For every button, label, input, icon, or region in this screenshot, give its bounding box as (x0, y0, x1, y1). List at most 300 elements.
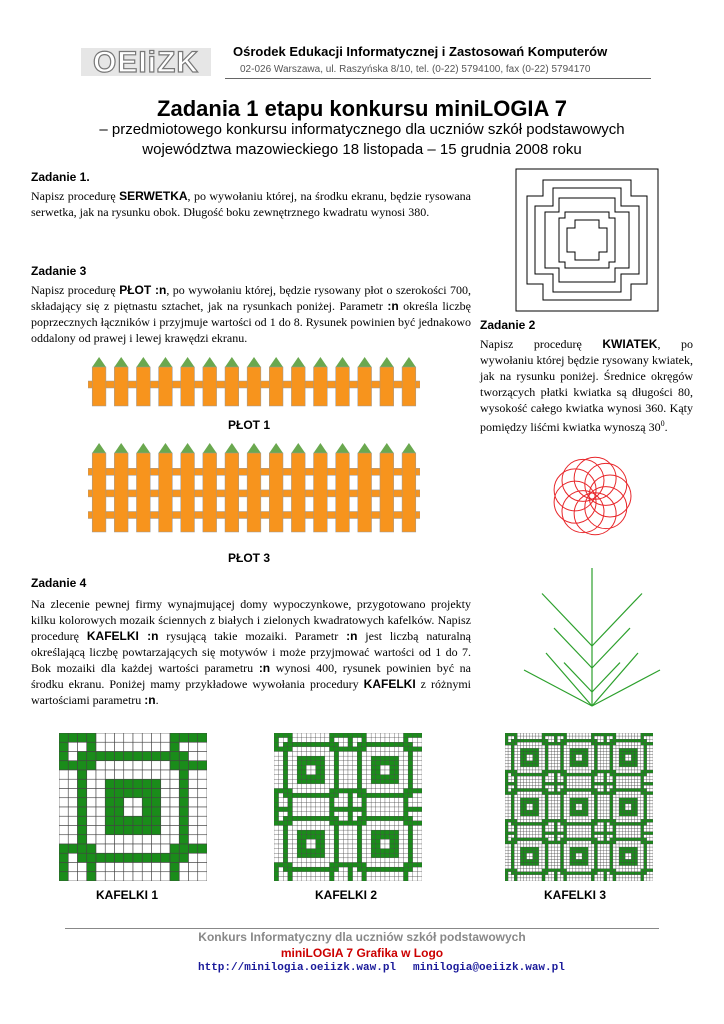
mosaic-tile (610, 804, 613, 807)
mosaic-tile (570, 822, 573, 825)
mosaic-tile (133, 807, 142, 816)
mosaic-tile (505, 779, 508, 782)
mosaic-tile (311, 835, 316, 840)
mosaic-tile (607, 850, 610, 853)
mosaic-tile (505, 755, 508, 758)
mosaic-tile (87, 863, 96, 872)
mosaic-tile (371, 738, 376, 743)
mosaic-tile (533, 841, 536, 844)
mosaic-tile (390, 867, 395, 872)
mosaic-tile (343, 812, 348, 817)
mosaic-tile (330, 789, 335, 794)
mosaic-tile (564, 819, 567, 822)
mosaic-tile (390, 733, 395, 738)
mosaic-tile (517, 816, 520, 819)
mosaic-tile (297, 765, 302, 770)
mosaic-tile (283, 802, 288, 807)
mosaic-tile (539, 850, 542, 853)
mosaic-tile (311, 853, 316, 858)
fence-picket (314, 367, 328, 406)
mosaic-tile (539, 792, 542, 795)
mosaic-tile (524, 782, 527, 785)
mosaic-tile (306, 747, 311, 752)
mosaic-tile (594, 773, 597, 776)
mosaic-tile (189, 826, 198, 835)
mosaic-tile (385, 779, 390, 784)
mosaic-tile (644, 810, 647, 813)
mosaic-tile (625, 822, 628, 825)
mosaic-tile (133, 733, 142, 742)
mosaic-tile (133, 844, 142, 853)
mosaic-tile (520, 866, 523, 869)
mosaic-tile (511, 819, 514, 822)
mosaic-tile (561, 819, 564, 822)
mosaic-tile (508, 847, 511, 850)
mosaic-tile (619, 761, 622, 764)
mosaic-tile (542, 795, 545, 798)
mosaic-tile (530, 739, 533, 742)
mosaic-tile (564, 847, 567, 850)
mosaic-tile (380, 835, 385, 840)
mosaic-tile (311, 789, 316, 794)
mosaic-tile (96, 835, 105, 844)
mosaic-tile (638, 875, 641, 878)
mosaic-tile (533, 782, 536, 785)
mosaic-tile (508, 761, 511, 764)
mosaic-tile (641, 822, 644, 825)
mosaic-tile (514, 742, 517, 745)
mosaic-tile (520, 844, 523, 847)
mosaic-tile (505, 742, 508, 745)
mosaic-tile (576, 733, 579, 736)
mosaic-tile (142, 826, 151, 835)
mosaic-tile (533, 878, 536, 881)
mosaic-tile (594, 789, 597, 792)
mosaic-tile (567, 838, 570, 841)
mosaic-tile (302, 858, 307, 863)
mosaic-tile (404, 839, 409, 844)
mosaic-tile (514, 736, 517, 739)
mosaic-tile (385, 765, 390, 770)
mosaic-tile (353, 742, 358, 747)
mosaic-tile (601, 863, 604, 866)
mosaic-tile (413, 812, 418, 817)
mosaic-tile (598, 844, 601, 847)
mosaic-tile (554, 742, 557, 745)
mosaic-tile (524, 748, 527, 751)
mosaic-tile (628, 733, 631, 736)
mosaic-tile (353, 849, 358, 854)
mosaic-tile (274, 775, 279, 780)
mosaic-tile (601, 810, 604, 813)
mosaic-tile (570, 872, 573, 875)
mosaic-tile (647, 856, 650, 859)
mosaic-tile (635, 758, 638, 761)
mosaic-tile (371, 807, 376, 812)
mosaic-tile (283, 733, 288, 738)
mosaic-tile (579, 782, 582, 785)
mosaic-tile (579, 748, 582, 751)
mosaic-tile (508, 826, 511, 829)
mosaic-tile (325, 853, 330, 858)
mosaic-tile (622, 859, 625, 862)
mosaic-tile (625, 856, 628, 859)
mosaic-tile (635, 764, 638, 767)
mosaic-tile (404, 775, 409, 780)
mosaic-tile (551, 875, 554, 878)
mosaic-tile (404, 872, 409, 877)
mosaic-tile (517, 878, 520, 881)
mosaic-tile (508, 758, 511, 761)
mosaic-tile (311, 816, 316, 821)
mosaic-tile (520, 795, 523, 798)
mosaic-tile (530, 819, 533, 822)
mosaic-tile (517, 776, 520, 779)
mosaic-tile (641, 835, 644, 838)
mosaic-tile (362, 784, 367, 789)
mosaic-tile (527, 752, 530, 755)
mosaic-tile (115, 844, 124, 853)
mosaic-tile (325, 839, 330, 844)
mosaic-tile (357, 784, 362, 789)
mosaic-tile (635, 785, 638, 788)
mosaic-tile (631, 844, 634, 847)
mosaic-tile (68, 844, 77, 853)
mosaic-tile (311, 742, 316, 747)
mosaic-tile (625, 810, 628, 813)
mosaic-tile (616, 878, 619, 881)
mosaic-tile (561, 792, 564, 795)
mosaic-tile (613, 776, 616, 779)
mosaic-tile (511, 764, 514, 767)
mosaic-tile (635, 878, 638, 881)
mosaic-tile (557, 736, 560, 739)
mosaic-tile (311, 830, 316, 835)
mosaic-tile (564, 758, 567, 761)
mosaic-tile (650, 745, 653, 748)
mosaic-tile (598, 853, 601, 856)
mosaic-tile (607, 816, 610, 819)
mosaic-tile (591, 773, 594, 776)
mosaic-tile (330, 830, 335, 835)
mosaic-tile (330, 876, 335, 881)
fence-picket-tip (291, 443, 305, 453)
mosaic-tile (376, 835, 381, 840)
mosaic-tile (357, 802, 362, 807)
mosaic-tile (514, 819, 517, 822)
mosaic-tile (570, 866, 573, 869)
mosaic-tile (641, 764, 644, 767)
mosaic-tile (152, 770, 161, 779)
mosaic-tile (561, 826, 564, 829)
mosaic-tile (283, 858, 288, 863)
mosaic-tile (320, 812, 325, 817)
mosaic-tile (579, 789, 582, 792)
mosaic-tile (371, 752, 376, 757)
mosaic-tile (348, 752, 353, 757)
mosaic-tile (380, 853, 385, 858)
fence-picket (159, 367, 173, 406)
mosaic-tile (579, 847, 582, 850)
mosaic-tile (283, 775, 288, 780)
mosaic-tile (585, 752, 588, 755)
mosaic-tile (561, 773, 564, 776)
mosaic-tile (524, 755, 527, 758)
mosaic-tile (394, 876, 399, 881)
mosaic-tile (78, 779, 87, 788)
mosaic-tile (517, 792, 520, 795)
mosaic-tile (647, 767, 650, 770)
mosaic-tile (635, 767, 638, 770)
mosaic-tile (635, 863, 638, 866)
mosaic-tile (530, 792, 533, 795)
mosaic-tile (594, 782, 597, 785)
footer-url-link[interactable]: http://minilogia.oeiizk.waw.pl (198, 962, 397, 974)
fence-picket (402, 367, 416, 406)
mosaic-tile (542, 859, 545, 862)
mosaic-tile (505, 792, 508, 795)
mosaic-tile (628, 872, 631, 875)
mosaic-tile (343, 765, 348, 770)
mosaic-tile (306, 807, 311, 812)
mosaic-tile (622, 798, 625, 801)
footer-email-link[interactable]: minilogia@oeiizk.waw.pl (413, 962, 565, 974)
mosaic-tile (161, 872, 170, 881)
mosaic-tile (628, 853, 631, 856)
mosaic-tile (638, 764, 641, 767)
mosaic-tile (413, 784, 418, 789)
mosaic-tile (390, 830, 395, 835)
mosaic-tile (536, 832, 539, 835)
mosaic-tile (604, 736, 607, 739)
mosaic-tile (561, 853, 564, 856)
mosaic-tile (527, 804, 530, 807)
mosaic-tile (413, 816, 418, 821)
mosaic-tile (320, 876, 325, 881)
mosaic-tile (616, 810, 619, 813)
mosaic-tile (376, 839, 381, 844)
mosaic-tile (533, 767, 536, 770)
mosaic-tile (320, 835, 325, 840)
mosaic-tile (567, 829, 570, 832)
mosaic-tile (536, 782, 539, 785)
mosaic-tile (594, 745, 597, 748)
mosaic-tile (524, 745, 527, 748)
mosaic-tile (551, 779, 554, 782)
mosaic-tile (610, 847, 613, 850)
mosaic-tile (619, 816, 622, 819)
mosaic-tile (353, 802, 358, 807)
mosaic-tile (274, 742, 279, 747)
mosaic-tile (376, 867, 381, 872)
mosaic-tile (283, 779, 288, 784)
mosaic-tile (371, 802, 376, 807)
mosaic-tile (635, 745, 638, 748)
mosaic-tile (570, 878, 573, 881)
mosaic-tile (297, 738, 302, 743)
mosaic-tile (520, 798, 523, 801)
mosaic-tile (161, 789, 170, 798)
mosaic-tile (530, 773, 533, 776)
mosaic-tile (517, 859, 520, 862)
mosaic-tile (527, 807, 530, 810)
fence-picket (336, 453, 350, 532)
mosaic-tile (610, 798, 613, 801)
mosaic-tile (371, 812, 376, 817)
mosaic-tile (505, 850, 508, 853)
mosaic-tile (579, 838, 582, 841)
mosaic-tile (408, 863, 413, 868)
mosaic-tile (585, 742, 588, 745)
mosaic-tile (545, 798, 548, 801)
mosaic-tile (573, 764, 576, 767)
mosaic-tile (591, 853, 594, 856)
mosaic-tile (179, 789, 188, 798)
mosaic-tile (551, 838, 554, 841)
mosaic-tile (417, 779, 422, 784)
mosaic-tile (585, 863, 588, 866)
mosaic-tile (591, 761, 594, 764)
mosaic-tile (96, 779, 105, 788)
mosaic-tile (520, 779, 523, 782)
mosaic-tile (551, 863, 554, 866)
mosaic-tile (576, 767, 579, 770)
mosaic-tile (647, 733, 650, 736)
mosaic-tile (631, 838, 634, 841)
mosaic-tile (616, 748, 619, 751)
mosaic-tile (625, 779, 628, 782)
mosaic-tile (505, 776, 508, 779)
mosaic-tile (339, 770, 344, 775)
mosaic-tile (588, 844, 591, 847)
mosaic-tile (610, 829, 613, 832)
mosaic-tile (564, 838, 567, 841)
mosaic-tile (505, 758, 508, 761)
mosaic-tile (283, 793, 288, 798)
mosaic-tile (604, 850, 607, 853)
mosaic-tile (545, 767, 548, 770)
mosaic-tile (274, 761, 279, 766)
mosaic-tile (316, 756, 321, 761)
mosaic-tile (390, 821, 395, 826)
mosaic-tile (399, 747, 404, 752)
mosaic-tile (561, 822, 564, 825)
mosaic-tile (628, 798, 631, 801)
mosaic-tile (68, 779, 77, 788)
mosaic-tile (631, 832, 634, 835)
mosaic-tile (650, 792, 653, 795)
mosaic-tile (517, 866, 520, 869)
mosaic-tile (133, 770, 142, 779)
mosaic-tile (613, 782, 616, 785)
mosaic-tile (542, 733, 545, 736)
mosaic-tile (517, 819, 520, 822)
mosaic-tile (539, 785, 542, 788)
mosaic-tile (585, 764, 588, 767)
mosaic-tile (604, 758, 607, 761)
mosaic-tile (311, 802, 316, 807)
mosaic-tile (334, 793, 339, 798)
mosaic-tile (524, 758, 527, 761)
mosaic-tile (650, 776, 653, 779)
mosaic-tile (582, 742, 585, 745)
mosaic-tile (594, 813, 597, 816)
mosaic-tile (288, 812, 293, 817)
mosaic-tile (588, 822, 591, 825)
mosaic-tile (417, 775, 422, 780)
mosaic-tile (598, 872, 601, 875)
mosaic-tile (619, 829, 622, 832)
mosaic-tile (622, 801, 625, 804)
mosaic-tile (524, 739, 527, 742)
mosaic-tile (545, 813, 548, 816)
header-divider (225, 78, 651, 79)
mosaic-tile (622, 872, 625, 875)
mosaic-tile (601, 878, 604, 881)
mosaic-tile (616, 835, 619, 838)
mosaic-tile (376, 876, 381, 881)
mosaic-tile (404, 807, 409, 812)
mosaic-tile (631, 742, 634, 745)
mosaic-tile (279, 812, 284, 817)
mosaic-tile (625, 853, 628, 856)
mosaic-tile (585, 844, 588, 847)
mosaic-tile (189, 779, 198, 788)
mosaic-tile (628, 807, 631, 810)
mosaic-tile (610, 758, 613, 761)
mosaic-tile (613, 798, 616, 801)
mosaic-tile (604, 866, 607, 869)
mosaic-tile (274, 853, 279, 858)
mosaic-tile (536, 745, 539, 748)
mosaic-tile (279, 821, 284, 826)
flower-petal (585, 463, 627, 505)
mosaic-tile (189, 789, 198, 798)
mosaic-tile (539, 856, 542, 859)
mosaic-tile (357, 793, 362, 798)
mosaic-tile (610, 822, 613, 825)
mosaic-tile (279, 826, 284, 831)
mosaic-tile (311, 839, 316, 844)
mosaic-tile (616, 776, 619, 779)
mosaic-tile (610, 770, 613, 773)
mosaic-tile (610, 792, 613, 795)
mosaic-tile (297, 756, 302, 761)
mosaic-tile (607, 792, 610, 795)
mosaic-tile (302, 761, 307, 766)
mosaic-tile (619, 810, 622, 813)
mosaic-tile (591, 758, 594, 761)
mosaic-tile (362, 738, 367, 743)
mosaic-tile (601, 813, 604, 816)
mosaic-tile (198, 770, 207, 779)
fence-picket-tip (159, 357, 173, 367)
mosaic-tile (508, 792, 511, 795)
mosaic-tile (554, 832, 557, 835)
mosaic-tile (385, 821, 390, 826)
mosaic-tile (306, 876, 311, 881)
mosaic-tile (524, 767, 527, 770)
mosaic-tile (613, 755, 616, 758)
mosaic-tile (325, 821, 330, 826)
mosaic-tile (527, 826, 530, 829)
mosaic-tile (511, 853, 514, 856)
mosaic-tile (283, 789, 288, 794)
mosaic-tile (591, 810, 594, 813)
mosaic-tile (390, 853, 395, 858)
mosaic-tile (520, 804, 523, 807)
mosaic-tile (554, 748, 557, 751)
